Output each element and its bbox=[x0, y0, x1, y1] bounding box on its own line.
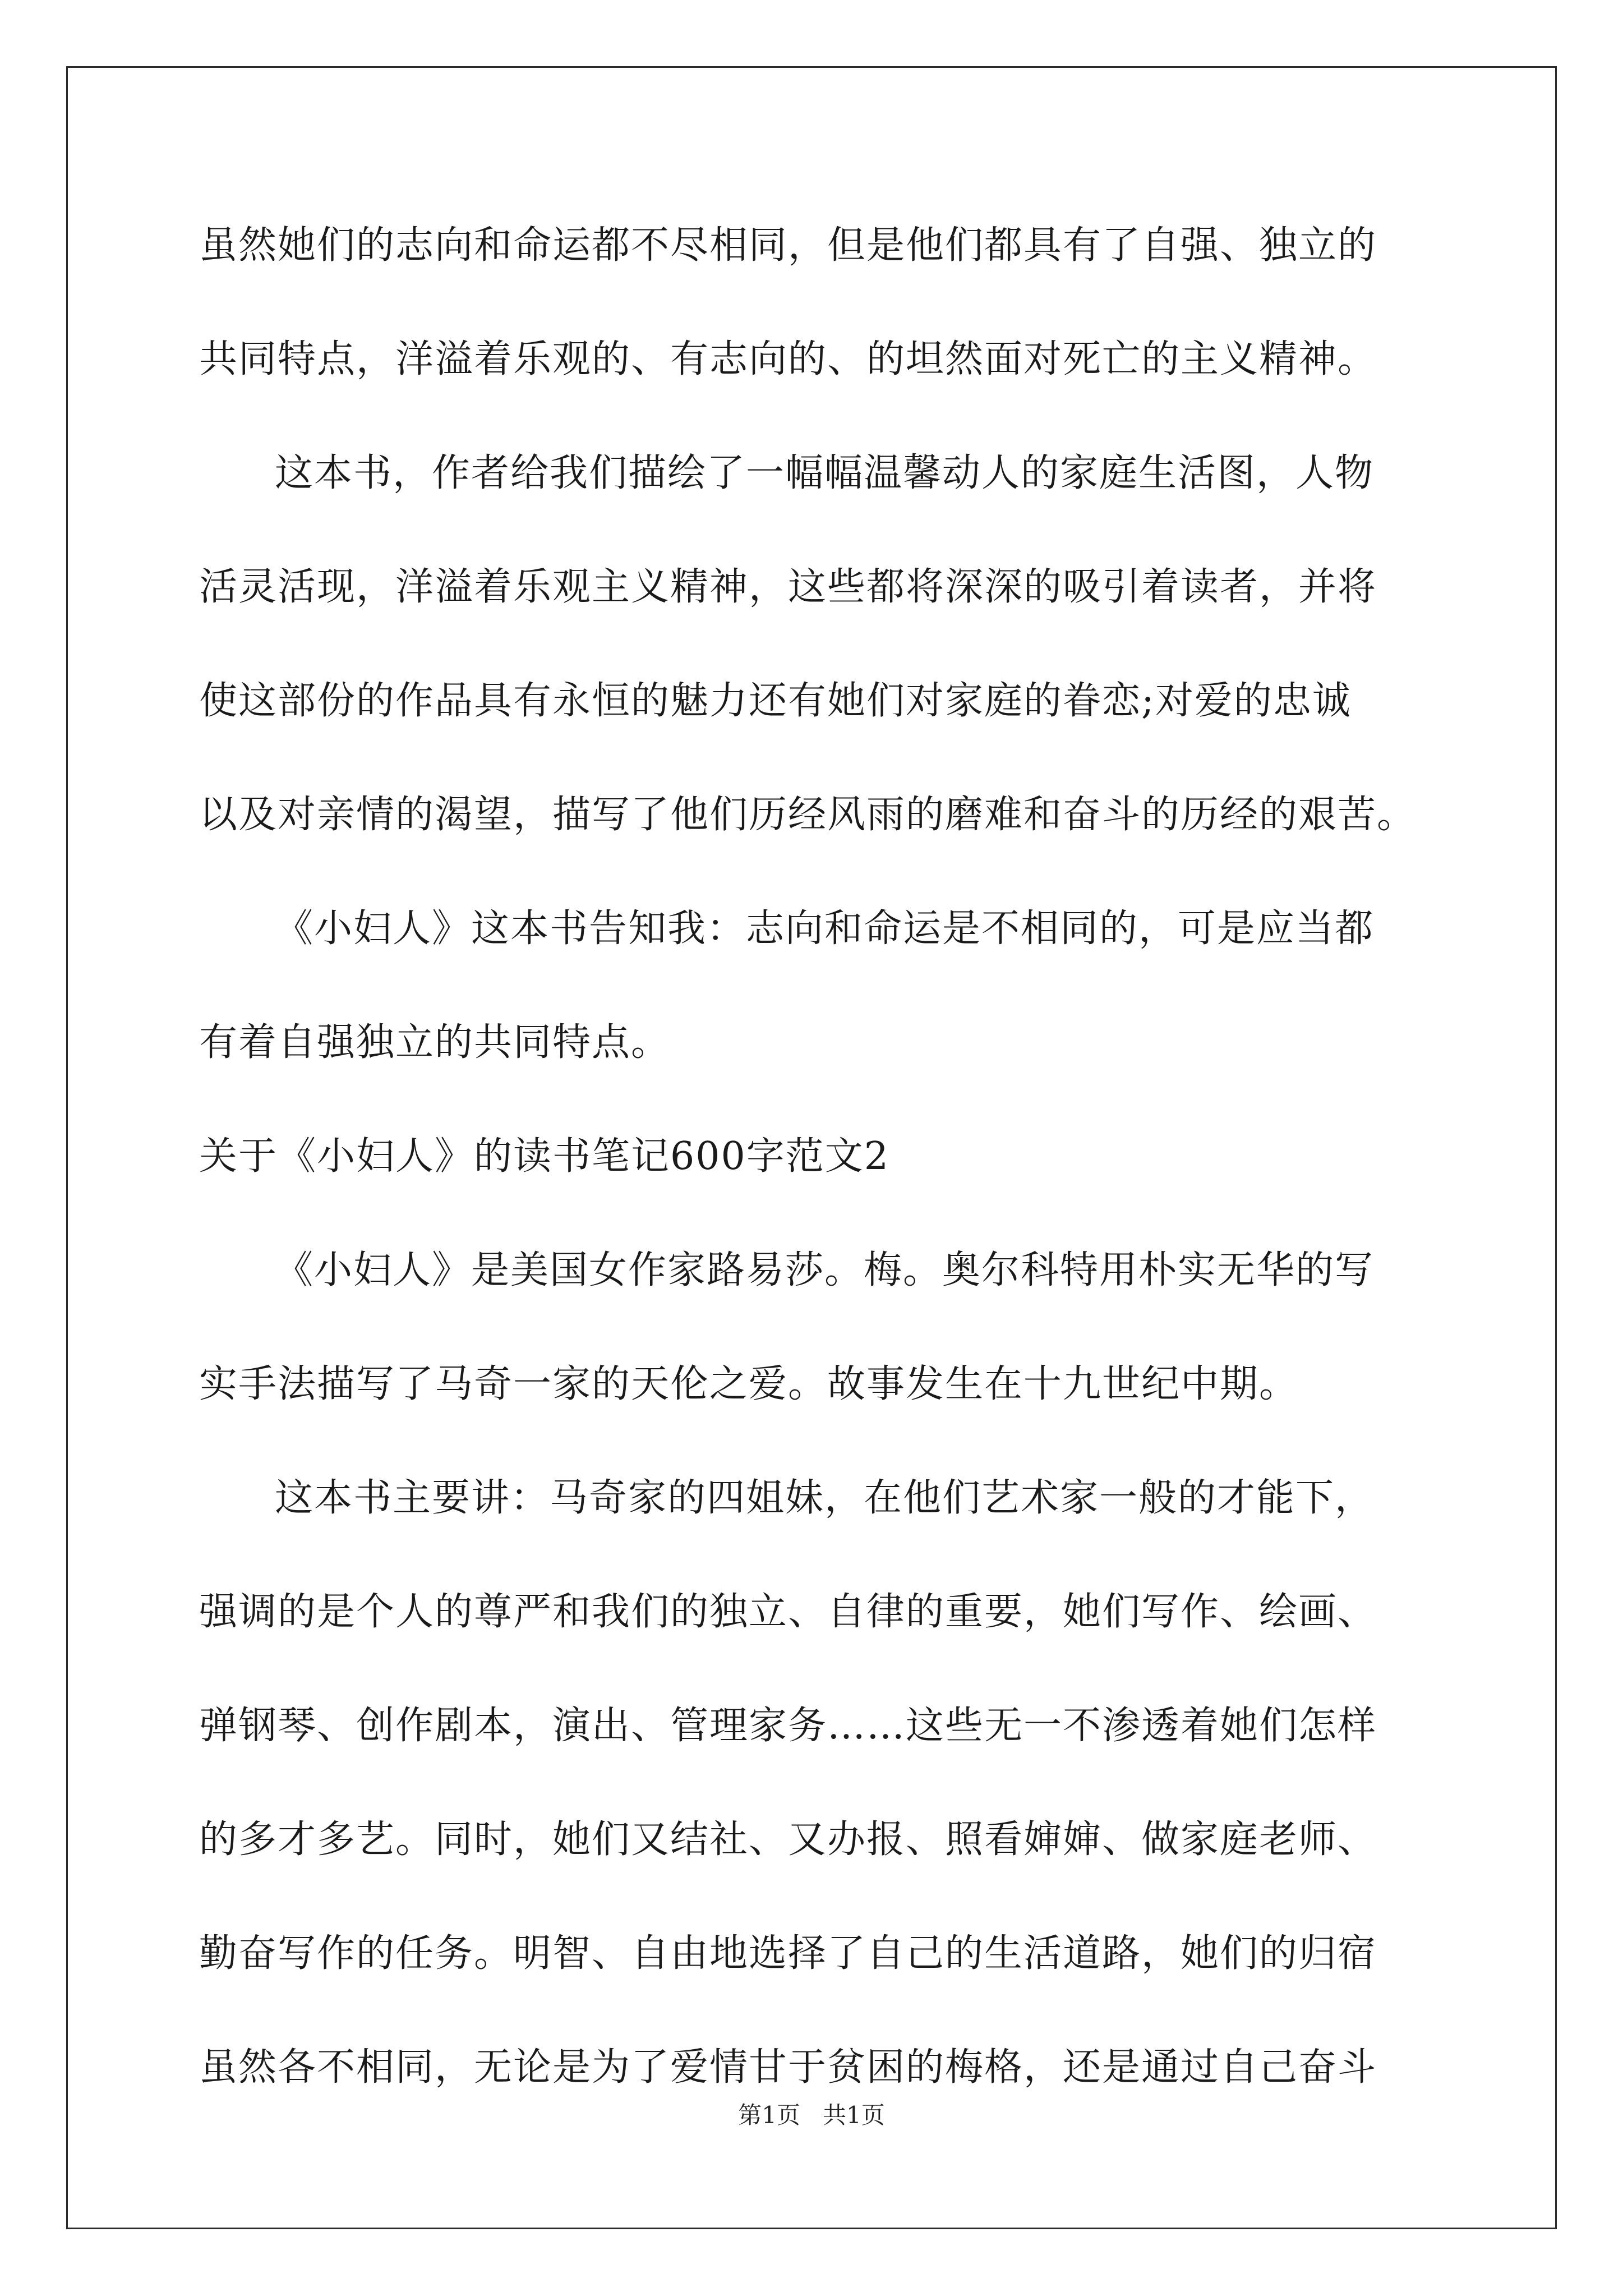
body-text-line: 《小妇人》是美国女作家路易莎。梅。奥尔科特用朴实无华的写 bbox=[275, 1248, 1375, 1292]
body-text-line: 弹钢琴、创作剧本，演出、管理家务……这些无一不渗透着她们怎样 bbox=[199, 1704, 1377, 1748]
body-text-line: 勤奋写作的任务。明智、自由地选择了自己的生活道路，她们的归宿 bbox=[199, 1931, 1377, 1976]
body-text-line: 使这部份的作品具有永恒的魅力还有她们对家庭的眷恋;对爱的忠诚 bbox=[199, 679, 1352, 723]
body-text-line: 以及对亲情的渴望，描写了他们历经风雨的磨难和奋斗的历经的艰苦。 bbox=[199, 793, 1417, 837]
body-text-line: 虽然各不相同，无论是为了爱情甘于贫困的梅格，还是通过自己奋斗 bbox=[199, 2045, 1377, 2090]
body-text-line: 实手法描写了马奇一家的天伦之爱。故事发生在十九世纪中期。 bbox=[199, 1362, 1299, 1406]
body-text-line: 强调的是个人的尊严和我们的独立、自律的重要，她们写作、绘画、 bbox=[199, 1590, 1377, 1634]
body-text-line: 这本书主要讲：马奇家的四姐妹，在他们艺术家一般的才能下， bbox=[275, 1476, 1375, 1520]
body-text-line: 《小妇人》这本书告知我：志向和命运是不相同的，可是应当都 bbox=[275, 907, 1375, 951]
section-heading: 关于《小妇人》的读书笔记600字范文2 bbox=[199, 1134, 890, 1179]
body-text-line: 有着自强独立的共同特点。 bbox=[199, 1020, 671, 1065]
body-text-line: 这本书，作者给我们描绘了一幅幅温馨动人的家庭生活图，人物 bbox=[275, 451, 1375, 495]
body-text-line: 活灵活现，洋溢着乐观主义精神，这些都将深深的吸引着读者，并将 bbox=[199, 565, 1377, 609]
page-footer: 第1页 共1页 bbox=[738, 2101, 885, 2129]
body-text-line: 共同特点，洋溢着乐观的、有志向的、的坦然面对死亡的主义精神。 bbox=[199, 337, 1377, 381]
body-text-line: 的多才多艺。同时，她们又结社、又办报、照看婶婶、做家庭老师、 bbox=[199, 1818, 1377, 1862]
body-text-line: 虽然她们的志向和命运都不尽相同，但是他们都具有了自强、独立的 bbox=[199, 223, 1377, 268]
